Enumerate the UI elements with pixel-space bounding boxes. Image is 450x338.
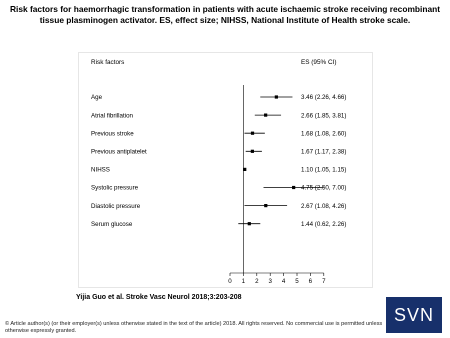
row-label: Diastolic pressure [91,202,141,210]
point-estimate [243,168,246,171]
es-value: 2.67 (1.08, 4.26) [301,202,347,210]
es-value: 1.68 (1.08, 2.60) [301,130,347,138]
x-tick-label: 5 [295,278,299,285]
point-estimate [264,114,267,117]
es-value: 4.75 (2.50, 7.00) [301,184,347,192]
es-value: 1.44 (0.62, 2.26) [301,220,347,228]
figure-title: Risk factors for haemorrhagic transformation in patients with acute ischaemic stroke receiving recombinant tissue plasminogen activator. ES, effect size; NIHSS, National Institute of Health stroke scale. [9,4,441,25]
es-value: 1.10 (1.05, 1.15) [301,166,347,174]
row-label: NIHSS [91,166,110,174]
es-value: 2.66 (1.85, 3.81) [301,112,347,120]
x-tick-label: 1 [241,278,246,285]
svn-logo: SVN [386,297,442,333]
right-header: ES (95% CI) [301,59,337,66]
forest-plot [79,53,372,287]
citation: Yijia Guo et al. Stroke Vasc Neurol 2018;3:203-208 [76,294,242,301]
point-estimate [251,132,254,135]
x-tick-label: 4 [281,278,286,285]
point-estimate [264,204,267,207]
x-tick-label: 0 [228,278,232,285]
x-tick-label: 6 [308,278,313,285]
point-estimate [292,186,295,189]
row-label: Age [91,94,103,102]
es-value: 3.46 (2.26, 4.66) [301,94,347,102]
row-label: Previous antiplatelet [91,148,147,156]
row-label: Systolic pressure [91,184,139,192]
x-tick-label: 3 [268,278,272,285]
x-tick-label: 2 [255,278,259,285]
point-estimate [275,95,278,98]
row-label: Atrial fibrillation [91,112,133,120]
copyright-footer: © Article author(s) (or their employer(s) unless otherwise stated in the text of the article) 2018. All rights reserved. No commercial use is permitted unless otherwise expressly granted. [5,321,383,334]
forest-plot-panel [78,52,373,288]
left-header: Risk factors [91,59,125,66]
row-label: Serum glucose [91,220,133,228]
x-tick-label: 7 [322,278,326,285]
point-estimate [251,150,254,153]
row-label: Previous stroke [91,130,134,138]
point-estimate [248,222,251,225]
es-value: 1.67 (1.17, 2.38) [301,148,347,156]
